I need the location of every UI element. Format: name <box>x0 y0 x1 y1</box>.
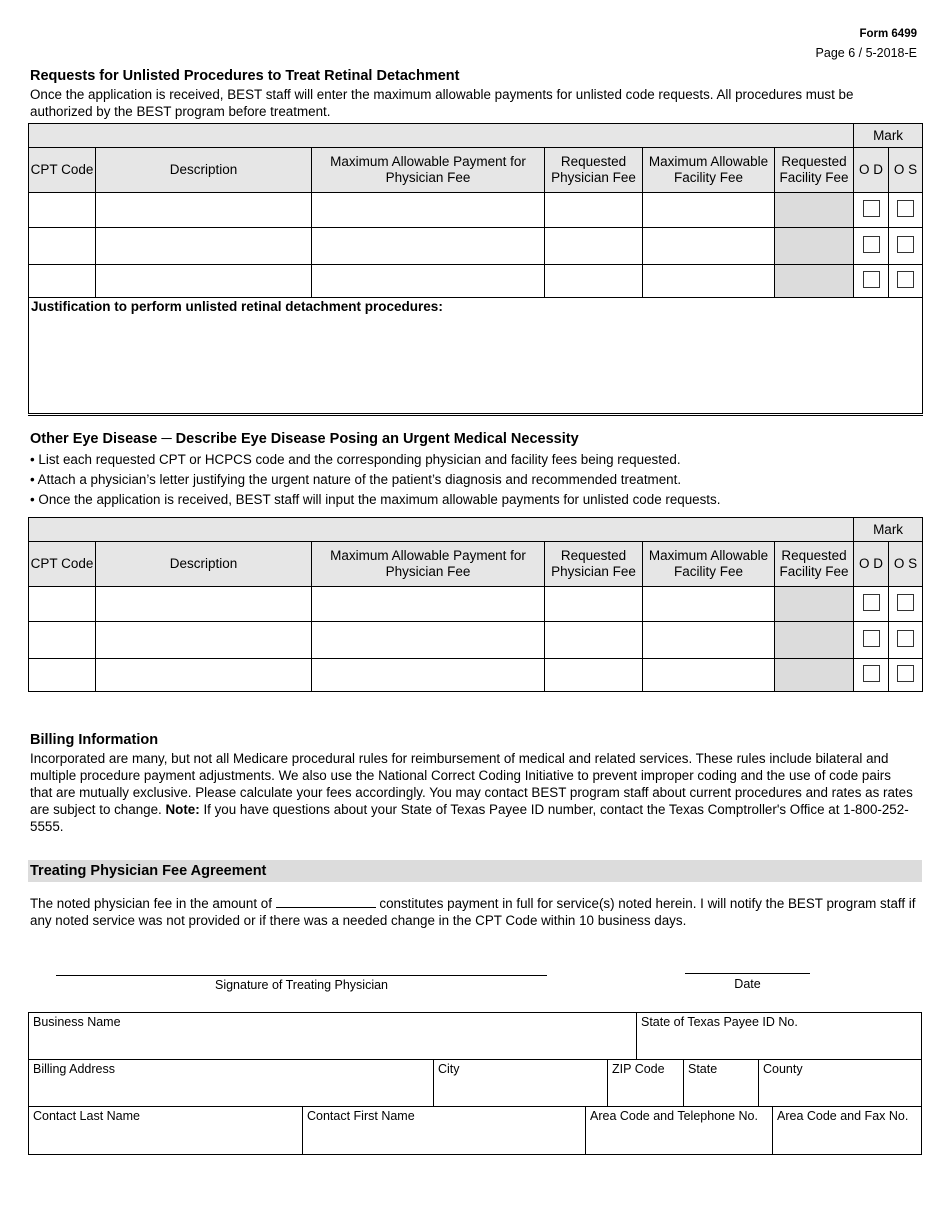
requested-physician-fee-cell[interactable] <box>545 228 643 265</box>
city-field[interactable] <box>433 1059 608 1107</box>
max-physician-fee-cell <box>312 265 545 298</box>
requested-facility-fee-cell <box>775 265 854 298</box>
od-checkbox[interactable] <box>863 594 880 611</box>
fee-amount-field[interactable] <box>276 895 376 908</box>
justification-field[interactable] <box>29 298 923 415</box>
max-facility-fee-header: Maximum Allowable Facility Fee <box>643 148 775 193</box>
cpt-code-header: CPT Code <box>29 148 96 193</box>
contact-last-name-field[interactable] <box>28 1106 303 1155</box>
billing-text <box>30 750 915 835</box>
requested-facility-fee-header: Requested Facility Fee <box>775 542 854 587</box>
cpt-code-cell[interactable] <box>29 659 96 692</box>
od-checkbox[interactable] <box>863 200 880 217</box>
os-checkbox[interactable] <box>897 594 914 611</box>
telephone-label: Area Code and Telephone No. <box>590 1109 758 1123</box>
requested-physician-fee-cell[interactable] <box>545 659 643 692</box>
description-cell[interactable] <box>96 265 312 298</box>
section1-title: Requests for Unlisted Procedures to Treat Retinal Detachment <box>30 68 460 84</box>
requested-physician-fee-header: Requested Physician Fee <box>545 542 643 587</box>
od-checkbox[interactable] <box>863 271 880 288</box>
date-label: Date <box>734 977 761 991</box>
max-facility-fee-header: Maximum Allowable Facility Fee <box>643 542 775 587</box>
mark-header: Mark <box>854 124 923 148</box>
signature-label: Signature of Treating Physician <box>214 978 389 992</box>
requested-physician-fee-header: Requested Physician Fee <box>545 148 643 193</box>
county-label: County <box>763 1062 803 1076</box>
table-row <box>29 228 923 265</box>
mark-spacer <box>29 124 854 148</box>
table-row <box>29 622 923 659</box>
note-text: If you have questions about your State of Texas Payee ID number, contact the Texas Comptroller's Office at 1-800-252-5555. <box>30 802 909 834</box>
od-header: O D <box>854 148 889 193</box>
od-checkbox[interactable] <box>863 665 880 682</box>
max-physician-fee-cell <box>312 228 545 265</box>
description-header: Description <box>96 542 312 587</box>
form-number: Form 6499 <box>859 28 917 40</box>
zip-code-field[interactable] <box>607 1059 684 1107</box>
od-checkbox[interactable] <box>863 630 880 647</box>
note-label: Note: <box>165 802 200 817</box>
agreement-text <box>30 895 922 929</box>
business-name-label: Business Name <box>33 1015 121 1029</box>
cpt-code-header: CPT Code <box>29 542 96 587</box>
table-row <box>29 193 923 228</box>
section1-intro: Once the application is received, BEST staff will enter the maximum allowable payments for unlisted code requests. All procedures must be authorized by the BEST program before treatment. <box>30 87 854 119</box>
description-cell[interactable] <box>96 587 312 622</box>
table-row <box>29 659 923 692</box>
contact-last-name-label: Contact Last Name <box>33 1109 140 1123</box>
requested-facility-fee-cell <box>775 193 854 228</box>
billing-body: Incorporated are many, but not all Medicare procedural rules for reimbursement of medical and related services. These rules include bilateral and multiple procedure payment adjustments. We also use the National Correct Coding Initiative to prevent improper coding and the use of code pairs that are mutually exclusive. Please calculate your fees accordingly. You may contact BEST program staff about current procedures and rates as rates are subject to change. <box>30 751 913 817</box>
max-physician-fee-header: Maximum Allowable Payment for Physician Fee <box>312 542 545 587</box>
os-checkbox[interactable] <box>897 236 914 253</box>
contact-first-name-label: Contact First Name <box>307 1109 415 1123</box>
requested-facility-fee-header: Requested Facility Fee <box>775 148 854 193</box>
max-facility-fee-cell <box>643 265 775 298</box>
os-header: O S <box>889 148 923 193</box>
signature-line[interactable] <box>56 975 547 976</box>
od-checkbox[interactable] <box>863 236 880 253</box>
date-line[interactable] <box>685 973 810 974</box>
os-checkbox[interactable] <box>897 200 914 217</box>
county-field[interactable] <box>758 1059 922 1107</box>
business-name-field[interactable] <box>28 1012 637 1060</box>
table-row <box>29 265 923 298</box>
description-cell[interactable] <box>96 622 312 659</box>
page-number: Page 6 / 5-2018-E <box>815 46 917 60</box>
os-header: O S <box>889 542 923 587</box>
payee-id-label: State of Texas Payee ID No. <box>641 1015 798 1029</box>
section2-bullets <box>30 450 920 510</box>
mark-spacer <box>29 518 854 542</box>
mark-header: Mark <box>854 518 923 542</box>
max-physician-fee-cell <box>312 659 545 692</box>
max-facility-fee-cell <box>643 228 775 265</box>
os-checkbox[interactable] <box>897 630 914 647</box>
max-physician-fee-cell <box>312 193 545 228</box>
other-eye-disease-table <box>28 517 923 692</box>
max-physician-fee-cell <box>312 587 545 622</box>
max-physician-fee-cell <box>312 622 545 659</box>
bullet-item: • List each requested CPT or HCPCS code and the corresponding physician and facility fees being requested. <box>30 452 681 467</box>
description-cell[interactable] <box>96 228 312 265</box>
os-checkbox[interactable] <box>897 271 914 288</box>
od-header: O D <box>854 542 889 587</box>
contact-first-name-field[interactable] <box>302 1106 586 1155</box>
section2-title: Other Eye Disease ─ Describe Eye Disease Posing an Urgent Medical Necessity <box>30 431 579 447</box>
max-facility-fee-cell <box>643 587 775 622</box>
billing-address-label: Billing Address <box>33 1062 115 1076</box>
description-cell[interactable] <box>96 659 312 692</box>
state-field[interactable] <box>683 1059 759 1107</box>
requested-facility-fee-cell <box>775 228 854 265</box>
fax-field[interactable] <box>772 1106 922 1155</box>
requested-physician-fee-cell[interactable] <box>545 587 643 622</box>
zip-code-label: ZIP Code <box>612 1062 665 1076</box>
requested-physician-fee-cell[interactable] <box>545 622 643 659</box>
cpt-code-cell[interactable] <box>29 228 96 265</box>
table-row <box>29 587 923 622</box>
justification-label: Justification to perform unlisted retinal detachment procedures: <box>31 299 443 314</box>
agreement-title-bar: Treating Physician Fee Agreement <box>28 860 922 882</box>
agreement-text-after: constitutes payment in full for service(s) noted herein. I will notify the BEST program staff if any noted service was not provided or if there was a needed change in the CPT Code within 10 business days. <box>30 896 916 928</box>
requested-facility-fee-cell <box>775 622 854 659</box>
state-label: State <box>688 1062 718 1076</box>
os-checkbox[interactable] <box>897 665 914 682</box>
requested-physician-fee-cell[interactable] <box>545 193 643 228</box>
max-facility-fee-cell <box>643 193 775 228</box>
requested-facility-fee-cell <box>775 659 854 692</box>
billing-title: Billing Information <box>30 732 159 748</box>
cpt-code-cell[interactable] <box>29 193 96 228</box>
cpt-code-cell[interactable] <box>29 265 96 298</box>
bullet-item: • Attach a physician’s letter justifying the urgent nature of the patient’s diagnosis and recommended treatment. <box>30 472 682 487</box>
bullet-item: • Once the application is received, BEST staff will input the maximum allowable payments for unlisted code requests. <box>30 492 721 507</box>
cpt-code-cell[interactable] <box>29 587 96 622</box>
max-facility-fee-cell <box>643 659 775 692</box>
cpt-code-cell[interactable] <box>29 622 96 659</box>
city-label: City <box>438 1062 460 1076</box>
description-cell[interactable] <box>96 193 312 228</box>
payee-id-field[interactable] <box>636 1012 922 1060</box>
fax-label: Area Code and Fax No. <box>777 1109 909 1123</box>
agreement-text-before: The noted physician fee in the amount of <box>30 896 272 911</box>
retinal-procedures-table <box>28 123 923 416</box>
max-physician-fee-header: Maximum Allowable Payment for Physician Fee <box>312 148 545 193</box>
billing-address-field[interactable] <box>28 1059 434 1107</box>
telephone-field[interactable] <box>585 1106 773 1155</box>
max-facility-fee-cell <box>643 622 775 659</box>
requested-facility-fee-cell <box>775 587 854 622</box>
description-header: Description <box>96 148 312 193</box>
requested-physician-fee-cell[interactable] <box>545 265 643 298</box>
